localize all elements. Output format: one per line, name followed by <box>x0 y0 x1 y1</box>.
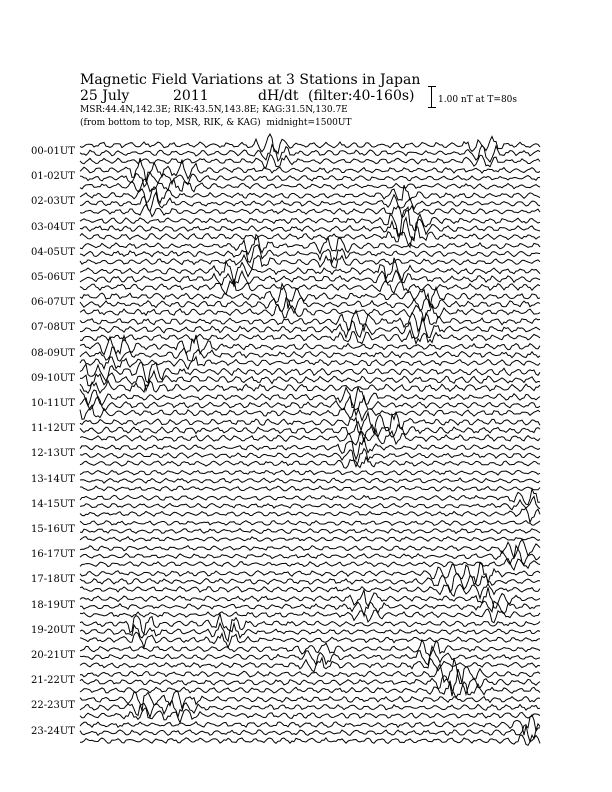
row-label: 21-22UT <box>31 675 75 687</box>
trace-kag <box>80 284 540 309</box>
stations-label: MSR:44.4N,142.3E; RIK:43.5N,143.8E; KAG:31.5N,130.7E <box>80 105 348 115</box>
order-label: (from bottom to top, MSR, RIK, & KAG) <box>80 118 261 128</box>
row-label: 05-06UT <box>31 272 75 283</box>
row-label: 17-18UT <box>31 574 75 586</box>
trace-rik <box>80 270 540 286</box>
trace-rik <box>80 478 540 483</box>
row-label: 07-08UT <box>31 322 75 334</box>
row-label: 06-07UT <box>31 297 75 309</box>
trace-kag <box>80 470 540 475</box>
trace-kag <box>80 207 540 235</box>
trace-msr <box>80 658 540 672</box>
trace-msr <box>80 405 540 420</box>
trace-msr <box>80 280 540 295</box>
trace-rik <box>80 449 540 467</box>
trace-rik <box>80 529 540 534</box>
trace-kag <box>80 587 540 608</box>
trace-msr <box>80 559 540 571</box>
trace-rik <box>80 646 540 664</box>
chart-title: Magnetic Field Variations at 3 Stations in Japan <box>80 72 421 88</box>
row-label: 16-17UT <box>31 549 75 561</box>
trace-msr <box>80 255 540 269</box>
row-label: 15-16UT <box>31 524 75 535</box>
trace-kag <box>80 134 540 154</box>
year-label: 2011 <box>173 88 209 104</box>
row-label: 18-19UT <box>31 599 75 611</box>
trace-msr <box>80 584 540 598</box>
row-label: 09-10UT <box>31 372 75 384</box>
trace-rik <box>80 192 540 211</box>
trace-msr <box>80 154 540 167</box>
row-label: 04-05UT <box>31 246 75 258</box>
trace-kag <box>80 310 540 331</box>
trace-kag <box>80 489 540 505</box>
row-label: 00-01UT <box>31 146 75 157</box>
row-label: 02-03UT <box>31 196 75 208</box>
row-label: 10-11UT <box>31 398 75 409</box>
trace-kag <box>80 659 540 684</box>
quantity-label: dH/dt <box>258 88 299 104</box>
trace-msr <box>80 486 540 491</box>
trace-msr <box>80 457 540 468</box>
date-label: 25 July <box>80 88 130 104</box>
row-label: 01-02UT <box>31 171 75 183</box>
trace-msr <box>80 179 540 191</box>
filter-label: (filter:40-160s) <box>308 88 415 104</box>
row-label: 19-20UT <box>31 624 75 636</box>
row-label: 13-14UT <box>31 473 75 485</box>
midnight-label: midnight=1500UT <box>266 118 352 128</box>
row-label: 11-12UT <box>31 423 75 435</box>
trace-msr <box>80 357 540 369</box>
trace-msr <box>80 735 540 745</box>
row-label: 20-21UT <box>31 650 75 661</box>
trace-rik <box>80 172 540 187</box>
row-label: 23-24UT <box>31 725 75 737</box>
trace-kag <box>80 235 540 255</box>
row-label: 12-13UT <box>31 448 75 460</box>
trace-msr <box>80 508 540 522</box>
row-label: 22-23UT <box>31 700 75 712</box>
trace-rik <box>80 347 540 361</box>
row-label: 03-04UT <box>31 221 75 233</box>
scale-label: 1.00 nT at T=80s <box>438 95 518 105</box>
trace-msr <box>80 305 540 322</box>
trace-msr <box>80 330 540 343</box>
trace-kag <box>80 521 540 526</box>
row-label: 14-15UT <box>31 498 75 510</box>
trace-msr <box>80 537 540 542</box>
trace-rik <box>80 145 540 162</box>
row-label: 08-09UT <box>31 347 75 359</box>
trace-kag <box>80 691 540 711</box>
